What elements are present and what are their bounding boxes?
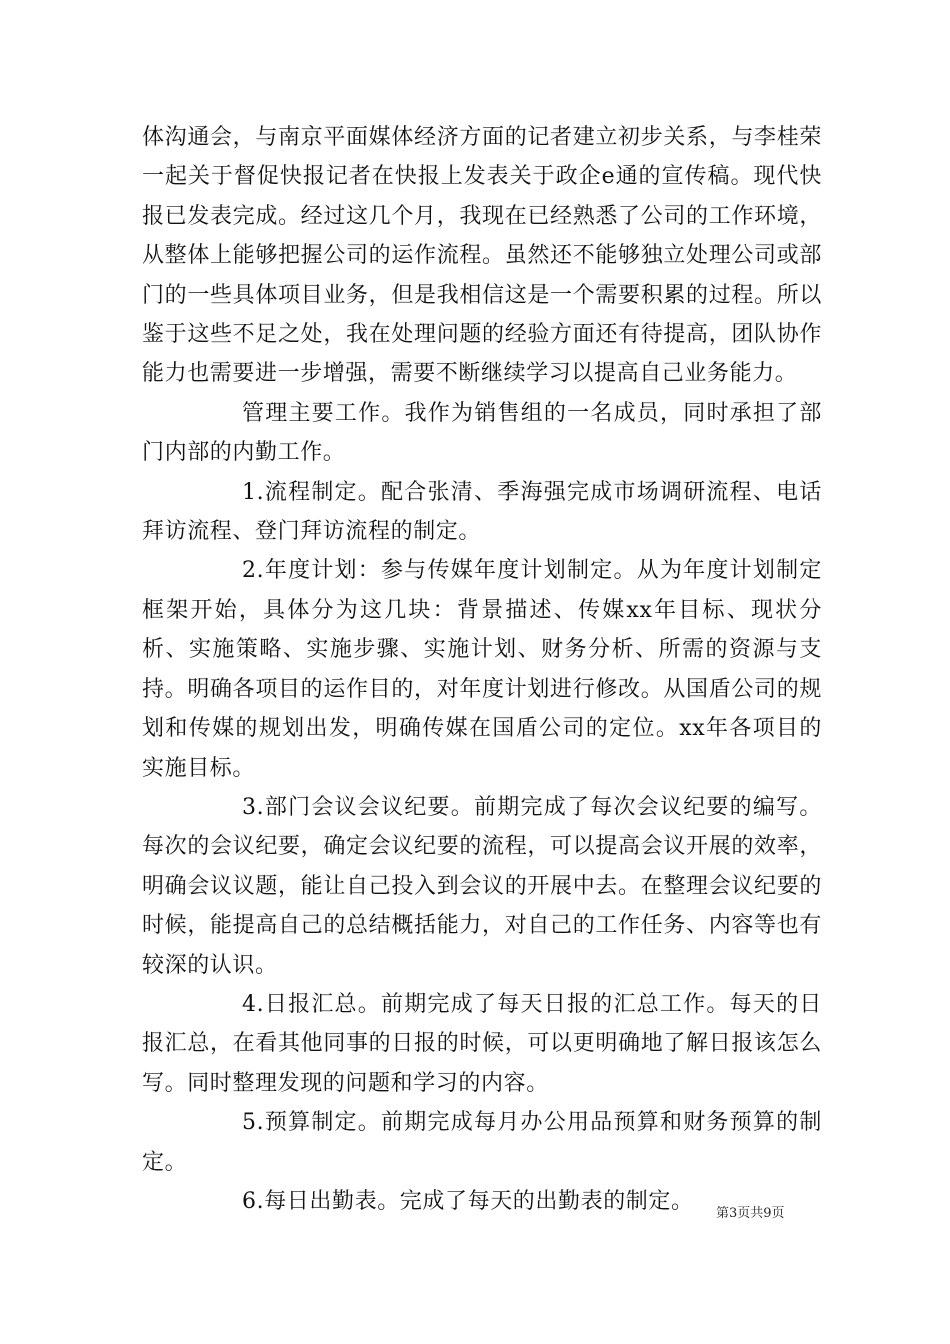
paragraph-item-6: 6.每日出勤表。完成了每天的出勤表的制定。 — [242, 1188, 694, 1214]
paragraph-item-2: 2.年度计划：参与传媒年度计划制定。从为年度计划制定框架开始，具体分为这几块：背景描述、传媒xx年目标、现状分析、实施策略、实施步骤、实施计划、财务分析、所需的资源与支持。明确各项目的运作目的，对年度计划进行修改。从国盾公司的规划和传媒的规划出发，明确传媒在国盾公司的定位。xx年各项目的实施目标。 — [142, 558, 822, 781]
paragraph-management-work: 管理主要工作。我作为销售组的一名成员，同时承担了部门内部的内勤工作。 — [142, 400, 822, 466]
paragraph-item-1: 1.流程制定。配合张清、季海强完成市场调研流程、电话拜访流程、登门拜访流程的制定。 — [142, 479, 822, 545]
document-body — [142, 118, 822, 1221]
paragraph-continuation: 体沟通会，与南京平面媒体经济方面的记者建立初步关系，与李桂荣一起关于督促快报记者在快报上发表关于政企e通的宣传稿。现代快报已发表完成。经过这几个月，我现在已经熟悉了公司的工作环境，从整体上能够把握公司的运作流程。虽然还不能够独立处理公司或部门的一些具体项目业务，但是我相信这是一个需要积累的过程。所以鉴于这些不足之处，我在处理问题的经验方面还有待提高，团队协作能力也需要进一步增强，需要不断继续学习以提高自己业务能力。 — [142, 125, 822, 387]
page-number-footer: 第3页共9页 — [716, 1206, 785, 1221]
paragraph-item-5: 5.预算制定。前期完成每月办公用品预算和财务预算的制定。 — [142, 1110, 822, 1175]
paragraph-item-4: 4.日报汇总。前期完成了每天日报的汇总工作。每天的日报汇总，在看其他同事的日报的时候，可以更明确地了解日报该怎么写。同时整理发现的问题和学习的内容。 — [142, 991, 822, 1096]
paragraph-item-3: 3.部门会议会议纪要。前期完成了每次会议纪要的编写。每次的会议纪要，确定会议纪要的流程，可以提高会议开展的效率，明确会议议题，能让自己投入到会议的开展中去。在整理会议纪要的时候，能提高自己的总结概括能力，对自己的工作任务、内容等也有较深的认识。 — [142, 794, 822, 978]
